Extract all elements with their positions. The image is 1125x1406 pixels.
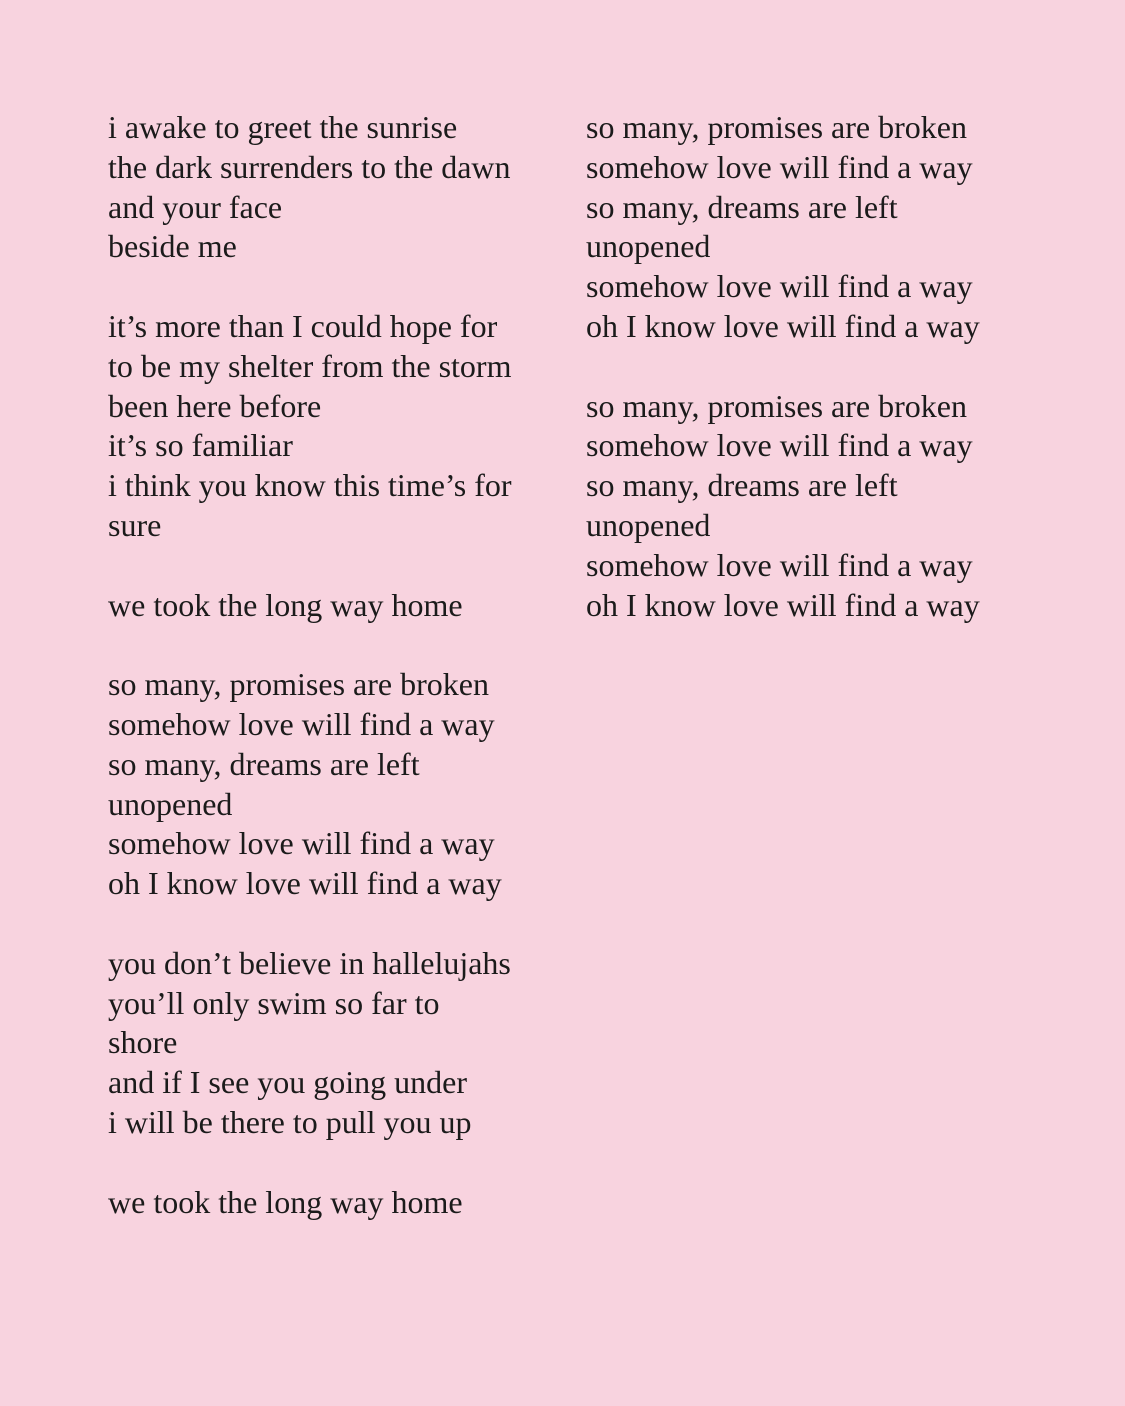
lyric-line: to be my shelter from the storm xyxy=(108,347,512,384)
lyric-line: you don’t believe in hallelujahs xyxy=(108,944,511,981)
left-lyrics-column xyxy=(108,108,568,1262)
lyric-line: oh I know love will find a way xyxy=(586,307,980,344)
lyric-line: somehow love will find a way xyxy=(586,427,973,464)
lyric-line: you’ll only swim so far to xyxy=(108,984,440,1021)
stanza xyxy=(586,387,1046,626)
lyric-line: somehow love will find a way xyxy=(586,148,973,185)
stanza xyxy=(108,108,568,267)
lyric-line: unopened xyxy=(586,228,711,265)
lyric-line: unopened xyxy=(108,785,233,822)
stanza xyxy=(108,665,568,904)
lyric-line: we took the long way home xyxy=(108,1183,463,1220)
stanza xyxy=(108,944,568,1143)
lyric-line: it’s more than I could hope for xyxy=(108,307,498,344)
lyric-line: so many, dreams are left xyxy=(586,467,898,504)
stanza xyxy=(108,586,568,626)
lyric-line: i awake to greet the sunrise xyxy=(108,109,458,145)
lyric-line: it’s so familiar xyxy=(108,427,293,464)
lyric-line: and your face xyxy=(108,188,283,225)
right-lyrics-column xyxy=(586,108,1046,665)
stanza xyxy=(108,1183,568,1223)
lyric-line: the dark surrenders to the dawn xyxy=(108,148,511,185)
lyric-line: somehow love will find a way xyxy=(108,705,495,742)
lyric-line: so many, dreams are left xyxy=(108,745,420,782)
lyric-line: we took the long way home xyxy=(108,586,463,623)
lyric-line: and if I see you going under xyxy=(108,1064,468,1101)
lyric-line: sure xyxy=(108,506,162,543)
lyric-line: so many, dreams are left xyxy=(586,188,898,225)
lyric-line: somehow love will find a way xyxy=(108,825,495,862)
lyric-line: i think you know this time’s for xyxy=(108,467,512,504)
stanza xyxy=(586,108,1046,347)
lyric-line: shore xyxy=(108,1024,178,1061)
lyric-line: so many, promises are broken xyxy=(586,387,967,424)
stanza xyxy=(108,307,568,546)
lyric-line: somehow love will find a way xyxy=(586,546,973,583)
lyrics-page xyxy=(108,108,1058,1308)
lyric-line: so many, promises are broken xyxy=(586,109,967,145)
lyric-line: so many, promises are broken xyxy=(108,666,489,703)
lyric-line: oh I know love will find a way xyxy=(108,865,502,902)
lyric-line: i will be there to pull you up xyxy=(108,1103,472,1140)
lyric-line: been here before xyxy=(108,387,322,424)
lyric-line: oh I know love will find a way xyxy=(586,586,980,623)
lyric-line: beside me xyxy=(108,228,237,265)
lyric-line: somehow love will find a way xyxy=(586,268,973,305)
lyric-line: unopened xyxy=(586,506,711,543)
